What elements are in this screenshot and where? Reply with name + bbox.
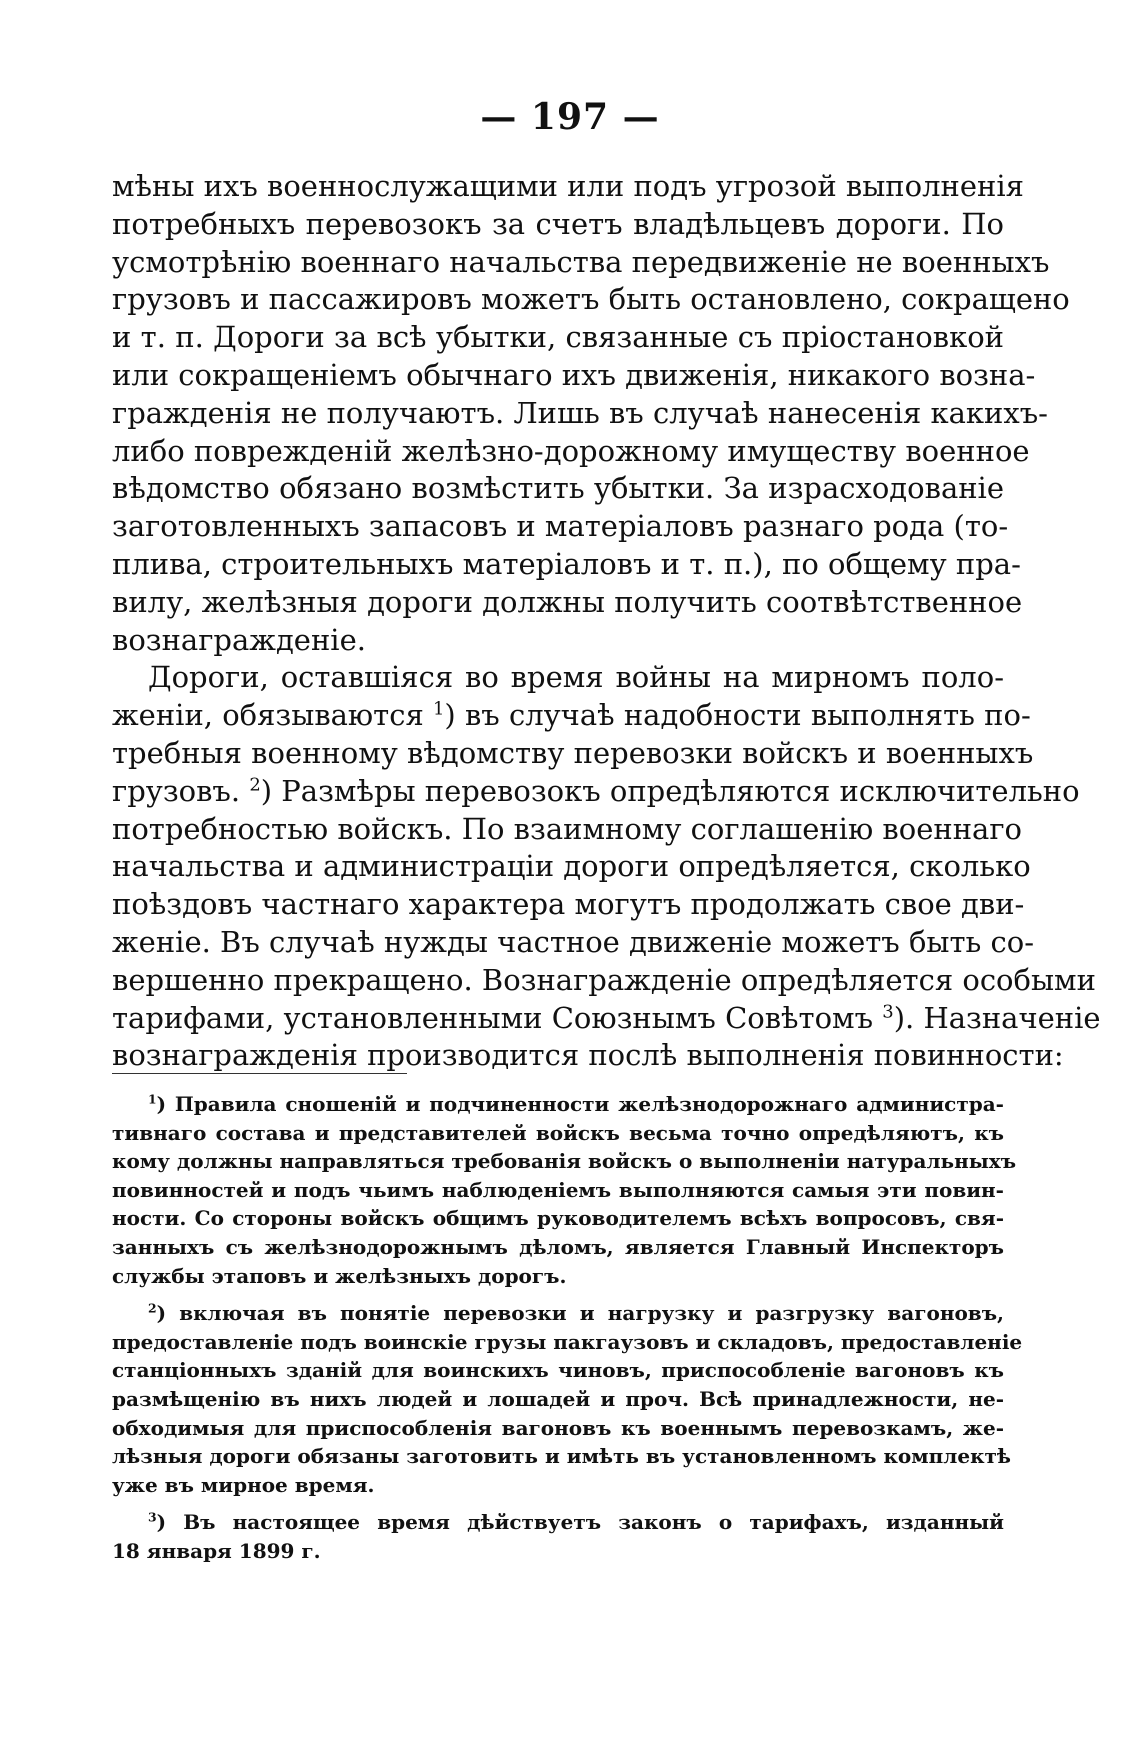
text-fragment: грузовъ. <box>112 773 250 808</box>
footnote-line <box>112 1299 1004 1328</box>
main-text <box>112 168 1101 1075</box>
text-fragment: ) въ случаѣ надобности выполнять по- <box>444 698 1031 733</box>
footnote-line: станціонныхъ зданій для воинскихъ чиновъ, приспособленіе вагоновъ къ <box>112 1358 1004 1383</box>
text-line: вознагражденіе. <box>112 622 366 657</box>
footnote-1 <box>112 1090 1017 1290</box>
text-line: вершенно прекращено. Вознагражденіе опредѣляется особыми <box>112 962 1096 997</box>
footnote-line: 18 января 1899 г. <box>112 1538 321 1563</box>
text-line: усмотрѣнію военнаго начальства передвиженіе не военныхъ <box>112 244 1050 279</box>
text-line: вѣдомство обязано возмѣстить убытки. За израсходованіе <box>112 471 1004 506</box>
footnotes <box>112 1090 1023 1566</box>
paragraph-2 <box>112 659 1101 1075</box>
footnote-line: занныхъ съ желѣзнодорожнымъ дѣломъ, является Главный Инспекторъ <box>112 1234 1004 1259</box>
footnote-line: обходимыя для приспособленія вагоновъ къ военнымъ перевозкамъ, же- <box>112 1415 1004 1440</box>
footnote-line: размѣщенію въ нихъ людей и лошадей и проч. Всѣ принадлежности, не- <box>112 1386 1004 1411</box>
text-line <box>112 697 1031 735</box>
footnote-line <box>112 1508 1004 1537</box>
footnote-line: тивнаго состава и представителей войскъ весьма точно опредѣляютъ, къ <box>112 1120 1004 1145</box>
text-line: плива, строительныхъ матеріаловъ и т. п.), по общему пра- <box>112 546 1021 581</box>
text-line <box>112 1000 1101 1038</box>
text-line: гражденія не получаютъ. Лишь въ случаѣ нанесенія какихъ- <box>112 395 1048 430</box>
text-line: или сокращеніемъ обычнаго ихъ движенія, никакого возна- <box>112 357 1036 392</box>
paragraph-1 <box>112 168 1070 659</box>
text-line: грузовъ и пассажировъ можетъ быть остановлено, сокращено <box>112 282 1070 317</box>
footnote-marker: 2 <box>148 1300 157 1316</box>
footnote-line: лѣзныя дороги обязаны заготовить и имѣть въ установленномъ комплектѣ <box>112 1444 1011 1469</box>
footnote-ref: 1 <box>432 698 445 720</box>
text-line: вознагражденія производится послѣ выполненія повинности: <box>112 1038 1064 1073</box>
footnote-gap <box>112 1499 1004 1508</box>
footnote-line <box>112 1090 1004 1119</box>
footnote-ref: 3 <box>882 1000 894 1022</box>
text-fragment: ) Правила сношеній и подчиненности желѣзнодорожнаго администра- <box>156 1092 1004 1116</box>
text-line: женіе. Въ случаѣ нужды частное движеніе можетъ быть со- <box>112 924 1035 959</box>
text-line: заготовленныхъ запасовъ и матеріаловъ разнаго рода (то- <box>112 509 1009 544</box>
page-number: — 197 — <box>480 96 660 138</box>
text-line: начальства и администраціи дороги опредѣляется, сколько <box>112 849 1031 884</box>
text-line <box>112 773 1080 811</box>
footnote-2 <box>112 1299 1023 1499</box>
footnote-marker: 1 <box>148 1091 157 1107</box>
footnote-ref: 2 <box>249 774 261 796</box>
text-line: поѣздовъ частнаго характера могутъ продолжать свое дви- <box>112 887 1025 922</box>
text-fragment: ) включая въ понятіе перевозки и нагрузку и разгрузку вагоновъ, <box>156 1301 1004 1326</box>
text-line: мѣны ихъ военнослужащими или подъ угрозой выполненія <box>112 169 1024 203</box>
text-fragment: тарифами, установленными Союзнымъ Совѣтомъ <box>112 1000 883 1035</box>
text-line: вилу, желѣзныя дороги должны получить соотвѣтственное <box>112 584 1023 619</box>
footnote-separator <box>112 1073 407 1074</box>
footnote-line: уже въ мирное время. <box>112 1472 375 1497</box>
footnote-gap <box>112 1290 1004 1299</box>
footnote-line: кому должны направляться требованія войскъ о выполненіи натуральныхъ <box>112 1149 1017 1174</box>
text-line: потребныхъ перевозокъ за счетъ владѣльцевъ дороги. По <box>112 206 1004 241</box>
text-line: требныя военному вѣдомству перевозки войскъ и военныхъ <box>112 735 1034 770</box>
footnote-line: службы этаповъ и желѣзныхъ дорогъ. <box>112 1263 567 1288</box>
footnote-3 <box>112 1508 1004 1565</box>
text-line: потребностью войскъ. По взаимному соглашенію военнаго <box>112 811 1022 846</box>
footnote-line: предоставленіе подъ воинскіе грузы пакгаузовъ и складовъ, предоставленіе <box>112 1329 1023 1354</box>
footnote-line: ности. Со стороны войскъ общимъ руководителемъ всѣхъ вопросовъ, свя- <box>112 1206 1004 1231</box>
text-line: либо поврежденій желѣзно-дорожному имуществу военное <box>112 433 1030 468</box>
text-fragment: женіи, обязываются <box>112 698 433 733</box>
text-fragment: ) Размѣры перевозокъ опредѣляются исключительно <box>260 773 1080 808</box>
text-fragment: ) Въ настоящее время дѣйствуетъ законъ о тарифахъ, изданный <box>156 1510 1004 1535</box>
text-line: и т. п. Дороги за всѣ убытки, связанные съ пріостановкой <box>112 320 1004 355</box>
text-line: Дороги, оставшіяся во время войны на мирномъ поло- <box>148 660 1004 695</box>
footnote-marker: 3 <box>148 1509 157 1525</box>
text-fragment: ). Назначеніе <box>893 1000 1101 1035</box>
footnote-line: повинностей и подъ чьимъ наблюденіемъ выполняются самыя эти повин- <box>112 1177 1004 1202</box>
